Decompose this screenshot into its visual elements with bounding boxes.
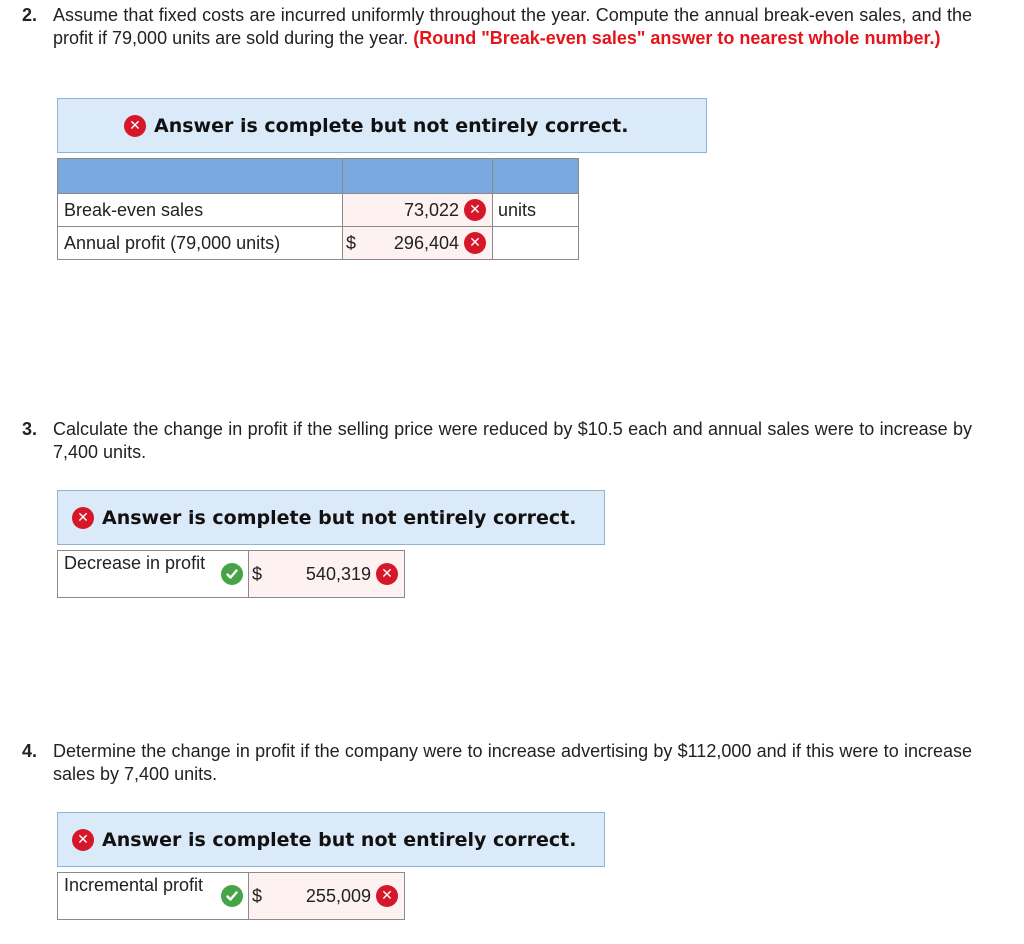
question-body: Assume that fixed costs are incurred uniformly throughout the year. Compute the annual break-even sales, and the profit if 79,000 units are sold during the year. [53,5,972,48]
x-circle-icon: ✕ [376,563,398,585]
unit-text: units [498,199,537,220]
decrease-in-profit-field[interactable] [248,551,404,597]
break-even-sales-field[interactable] [343,194,493,227]
answer-status-banner [57,490,605,545]
x-circle-icon: ✕ [464,232,486,254]
answer-row [57,872,405,920]
question-number: 3. [22,419,38,439]
question-number: 4. [22,741,38,761]
x-circle-icon: ✕ [72,829,94,851]
banner-text: Answer is complete but not entirely correct. [102,507,577,529]
banner-text: Answer is complete but not entirely correct. [154,115,629,137]
answer-status-banner [57,98,707,153]
field-value: 73,022 [403,199,459,220]
table-header-row [58,159,579,194]
check-circle-icon [221,885,243,907]
x-circle-icon: ✕ [376,885,398,907]
currency-symbol: $ [252,885,263,906]
x-circle-icon: ✕ [72,507,94,529]
answer-status-banner [57,812,605,867]
row-label: Break-even sales [58,194,343,227]
table-row [58,227,579,260]
x-circle-icon: ✕ [464,199,486,221]
incremental-profit-field[interactable] [248,873,404,919]
question-4 [22,740,972,786]
answer-table [57,158,579,260]
question-3 [22,418,972,464]
question-text: Calculate the change in profit if the selling price were reduced by $10.5 each and annual sales were to increase by 7,400 units. [53,419,972,462]
field-value: 296,404 [393,232,459,253]
check-circle-icon [221,563,243,585]
banner-text: Answer is complete but not entirely correct. [102,829,577,851]
rounding-note: (Round "Break-even sales" answer to nearest whole number.) [413,28,941,48]
field-value: 540,319 [305,563,371,584]
field-value: 255,009 [305,885,371,906]
row-label: Annual profit (79,000 units) [58,227,343,260]
x-circle-icon: ✕ [124,115,146,137]
question-text: Determine the change in profit if the company were to increase advertising by $112,000 and if this were to increase sales by 7,400 units. [53,741,972,784]
currency-symbol: $ [346,232,357,253]
currency-symbol: $ [252,563,263,584]
row-label: Incremental profit [64,875,204,895]
answer-row [57,550,405,598]
question-2 [22,4,972,50]
unit-label [493,194,579,227]
question-text [53,4,972,50]
row-label: Decrease in profit [64,553,206,573]
annual-profit-field[interactable] [343,227,493,260]
question-number: 2. [22,5,38,25]
table-row [58,194,579,227]
